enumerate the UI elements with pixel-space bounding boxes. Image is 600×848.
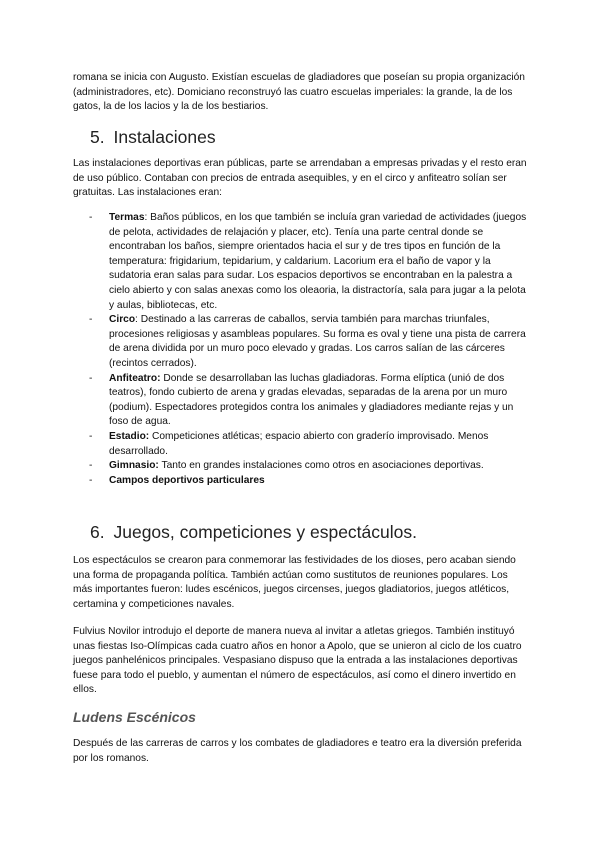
- section-6-paragraph-1: Los espectáculos se crearon para conmemorar las festividades de los dioses, pero acaban siendo una forma de propaganda política. También actúan como sustitutos de reuniones populares. Los más importantes fueron: ludes escénicos, juegos circenses, juegos gladiatorios, juegos atléticos, certamina y competiciones navales.: [73, 555, 516, 610]
- term-description: Tanto en grandes instalaciones como otros en asociaciones deportivas.: [158, 460, 484, 472]
- bullet-dash: -: [89, 430, 93, 442]
- ludens-escenicos-subheading: Ludens Escénicos: [73, 709, 196, 725]
- term-description: Donde se desarrollaban las luchas gladiadoras. Forma elíptica (unió de dos teatros), fondo cubierto de arena y gradas elevadas, separadas de la arena por un muro (podium). Espectadores protegidos contra los animales y gladiadores mediante rejas y un foso de agua.: [109, 372, 514, 428]
- list-item-campos: [73, 474, 528, 489]
- ludens-escenicos-paragraph: Después de las carreras de carros y los combates de gladiadores e teatro era la diversión preferida por los romanos.: [73, 738, 522, 764]
- section-6-heading: [90, 522, 417, 543]
- term-label: Campos deportivos particulares: [109, 474, 265, 486]
- facilities-list: [73, 211, 528, 488]
- section-5-number: 5.: [90, 127, 105, 147]
- term-separator: :: [135, 314, 138, 326]
- bullet-dash: -: [89, 474, 93, 486]
- term-description: Competiciones atléticas; espacio abierto con graderío improvisado. Menos desarrollado.: [109, 430, 489, 457]
- section-6-paragraph-2: Fulvius Novilor introdujo el deporte de manera nueva al invitar a atletas griegos. También instituyó unas fiestas Iso-Olímpicas cada cuatro años en honor a Apolo, que se unieron al ciclo de los cuatro juegos panhelénicos principales. Vespasiano dispuso que la entrada a las instalaciones deportivas fuese para todo el pueblo, y aumentan el número de espectáculos, así como el dinero invertido en ellos.: [73, 626, 522, 696]
- term-separator: :: [144, 212, 148, 223]
- list-item-circo: [73, 313, 528, 371]
- term-label: Anfiteatro:: [109, 372, 161, 384]
- section-6-title: Juegos, competiciones y espectáculos.: [113, 522, 417, 542]
- term-label: Gimnasio:: [109, 460, 159, 472]
- term-label: Termas: [109, 212, 145, 223]
- term-label: Estadio:: [109, 430, 150, 442]
- term-label: Circo: [109, 314, 136, 326]
- bullet-dash: -: [89, 460, 93, 472]
- list-item-anfiteatro: [73, 372, 528, 430]
- list-item-estadio: [73, 430, 528, 459]
- section-5-title: Instalaciones: [113, 127, 216, 147]
- bullet-dash: -: [89, 314, 93, 326]
- section-5-heading: [90, 127, 216, 148]
- bullet-dash: -: [89, 212, 93, 223]
- section-5-paragraph: Las instalaciones deportivas eran públicas, parte se arrendaban a empresas privadas y el resto eran de uso público. Contaban con precios de entrada asequibles, y en el circo y anfiteatro solían ser gratuitas. Las instalaciones eran:: [73, 158, 527, 199]
- term-description: Baños públicos, en los que también se incluía gran variedad de actividades (juegos de pelota, actividades de relajación y placer, etc). Tenía una parte central donde se encontraban los baños, siempre orientados hacia el sur y de tres tipos en función de la temperatura: frigidarium, tepidarium, y caldarium. Lacorium era el baño de vapor y la sudatoria eran salas para sudar. Los espacios deportivos se encontraban en la palestra a cielo abierto y con salas anexas como los oleaoria, la distractoría, sala para jugar a la pelota y aulas, bibliotecas, etc.: [109, 212, 527, 311]
- bullet-dash: -: [89, 372, 93, 384]
- list-item-gimnasio: [73, 459, 528, 474]
- section-6-number: 6.: [90, 522, 105, 542]
- term-description: Destinado a las carreras de caballos, servia también para marchas triunfales, procesiones religiosas y asambleas populares. Su forma es oval y tiene una pista de carrera de arena dividida por un muro poco elevado y gradas. Los carros salían de las cárceres (recintos cerrados).: [109, 314, 526, 369]
- intro-paragraph: romana se inicia con Augusto. Existían escuelas de gladiadores que poseían su propia organización (administradores, etc). Domiciano reconstruyó las cuatro escuelas imperiales: la grande, la de los gatos, la de los lacios y la de los bestiarios.: [73, 72, 525, 113]
- list-item-termas: [73, 211, 528, 313]
